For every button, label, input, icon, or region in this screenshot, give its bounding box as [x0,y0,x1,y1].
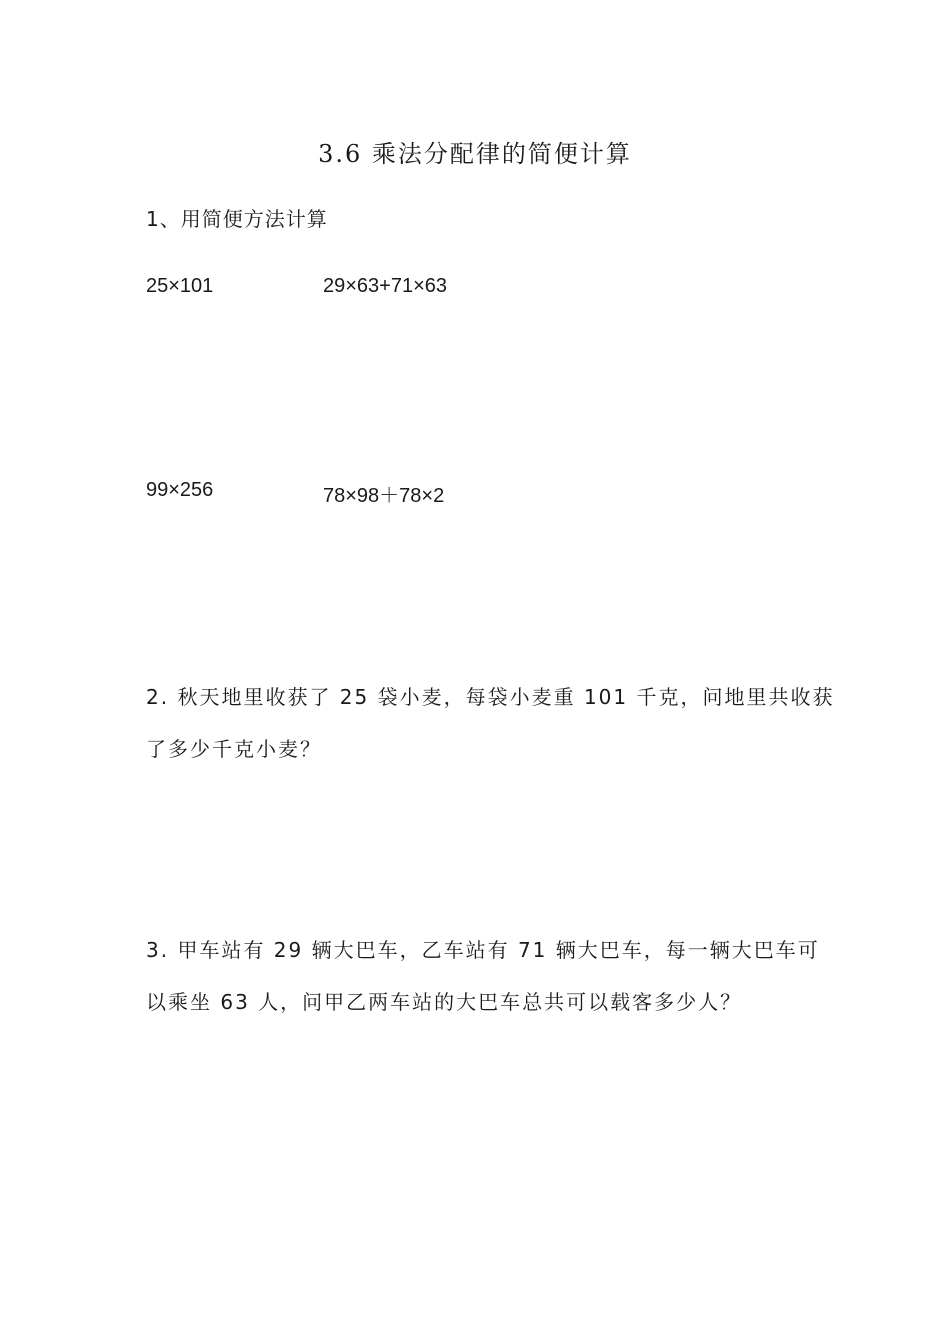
problem-2-line-1: 2. 秋天地里收获了 25 袋小麦，每袋小麦重 101 千克，问地里共收获 [146,685,835,709]
expression-1: 25×101 [146,275,214,297]
expression-2: 29×63+71×63 [323,275,448,297]
problem-3-line-2: 以乘坐 63 人，问甲乙两车站的大巴车总共可以载客多少人？ [146,990,743,1014]
section-1-heading: 1、用简便方法计算 [146,207,328,231]
expression-4: 78×98＋78×2 [323,485,445,507]
page-title: 3.6 乘法分配律的简便计算 [318,140,632,168]
expression-3: 99×256 [146,479,214,501]
problem-3-line-1: 3. 甲车站有 29 辆大巴车，乙车站有 71 辆大巴车，每一辆大巴车可 [146,938,820,962]
problem-2-line-2: 了多少千克小麦？ [146,737,322,761]
